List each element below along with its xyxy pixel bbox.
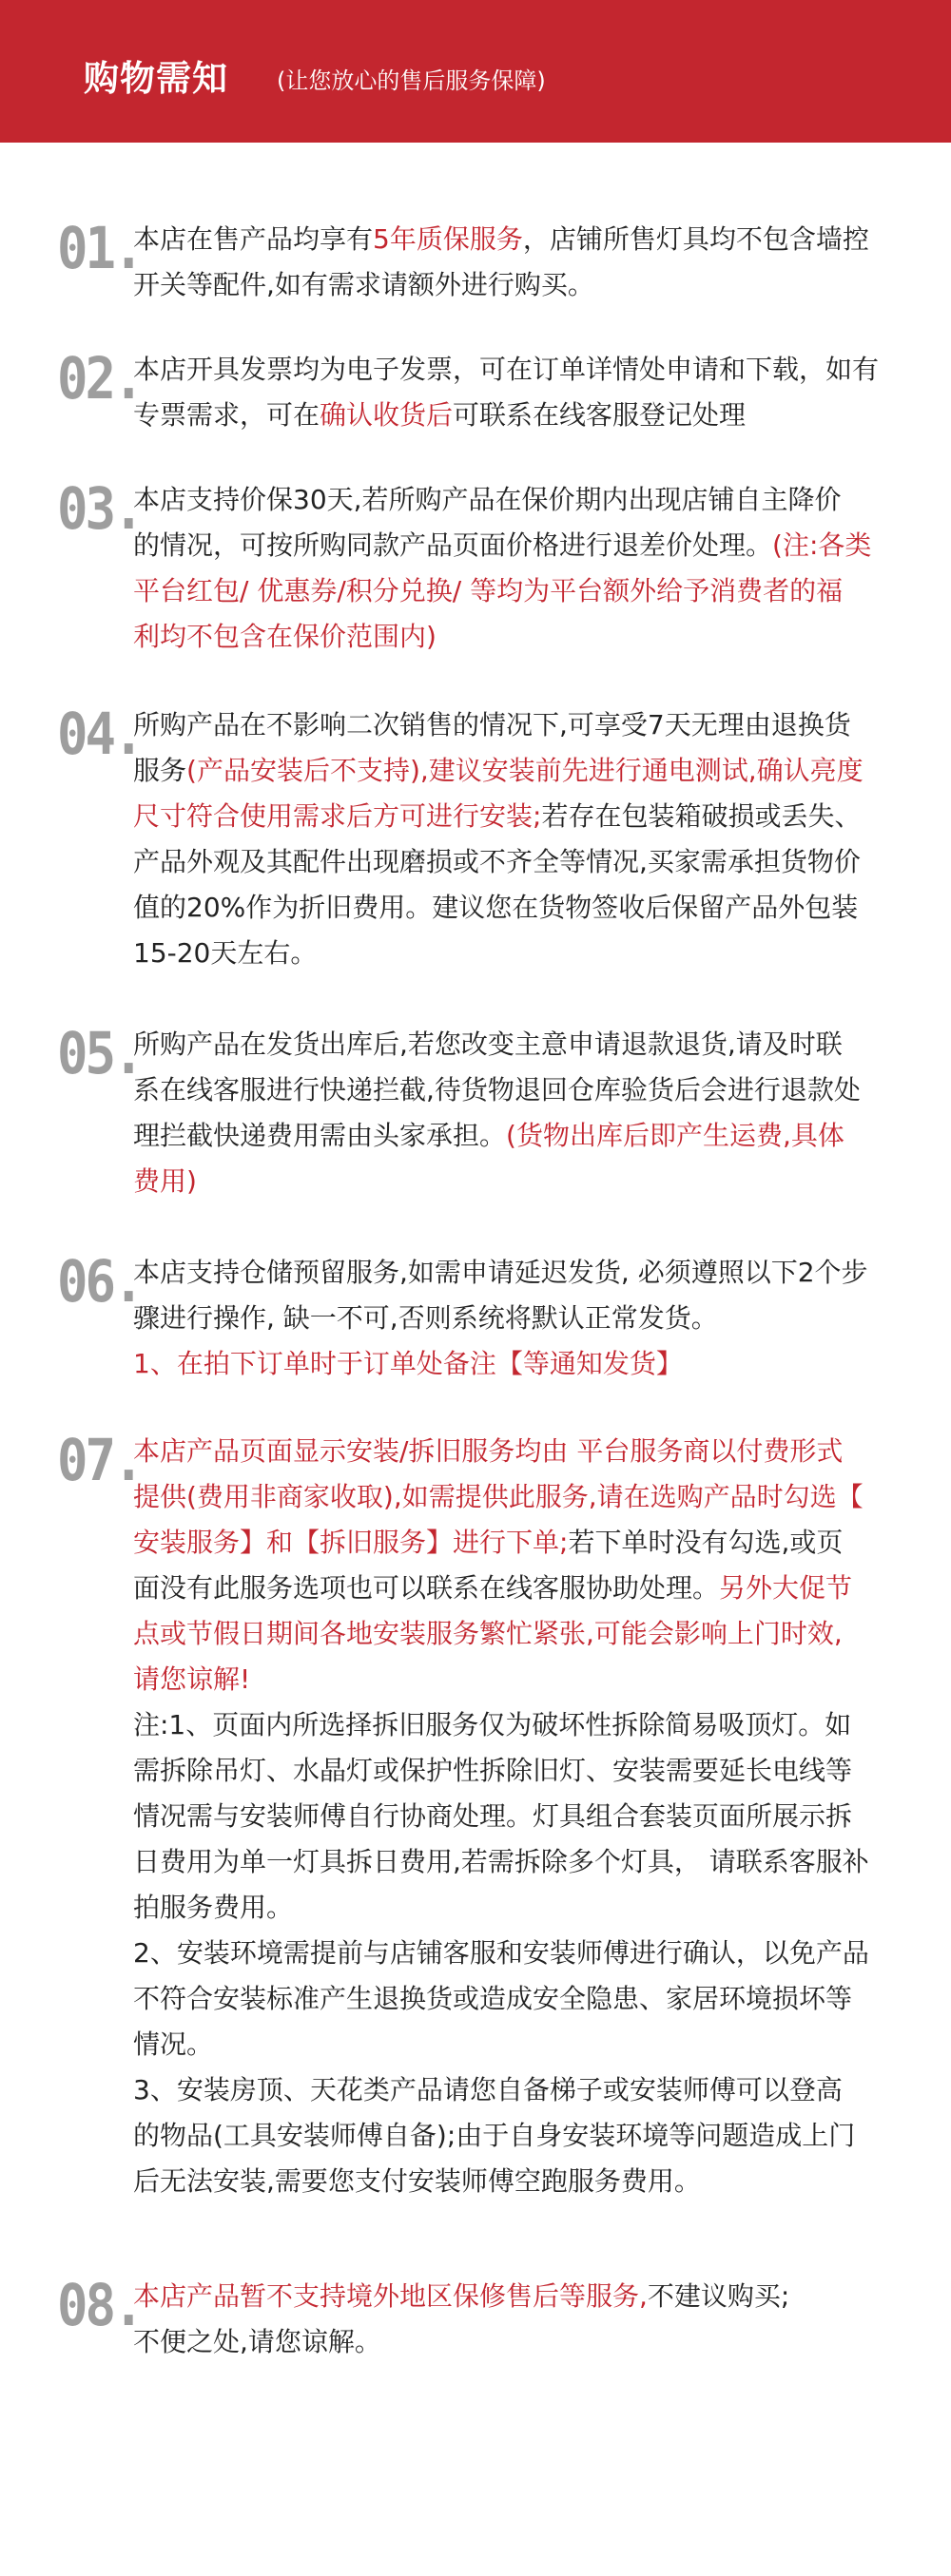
text-line: [133, 931, 913, 976]
body-text: 不便之处,请您谅解。: [133, 2326, 381, 2357]
body-text: 开关等配件,如有需求请额外进行购买。: [133, 269, 594, 300]
text-line: [133, 1566, 913, 1611]
text-line: [133, 217, 913, 262]
body-text: 情况需与安装师傅自行协商处理。灯具组合套装页面所展示拆: [133, 1800, 853, 1832]
header-banner: [0, 0, 951, 143]
body-text: 后无法安装,需要您支付安装师傅空跑服务费用。: [133, 2165, 701, 2197]
highlight-text: 另外大促节: [719, 1572, 853, 1604]
body-text: 可联系在线客服登记处理: [453, 399, 747, 431]
section-number: 06.: [57, 1247, 142, 1316]
text-line: [133, 1885, 913, 1931]
text-line: [133, 347, 913, 393]
text-line: [133, 1794, 913, 1839]
highlight-text: 本店产品暂不支持境外地区保修售后等服务,: [133, 2280, 648, 2312]
body-text: 所购产品在不影响二次销售的情况下,可享受7天无理由退换货: [133, 709, 851, 740]
text-line: [133, 1611, 913, 1657]
body-text: 本店在售产品均享有: [133, 223, 374, 255]
text-line: [133, 1702, 913, 1748]
body-text: 注:1、页面内所选择拆旧服务仅为破坏性拆除简易吸顶灯。如: [133, 1709, 852, 1740]
body-text: 值的20%作为折旧费用。建议您在货物签收后保留产品外包装: [133, 892, 859, 923]
text-line: [133, 393, 913, 438]
text-line: [133, 702, 913, 748]
body-text: 的情况，可按所购同款产品页面价格进行退差价处理。: [133, 529, 773, 561]
text-line: [133, 2319, 913, 2365]
text-line: [133, 614, 913, 660]
highlight-text: 点或节假日期间各地安装服务繁忙紧张,可能会影响上门时效,: [133, 1618, 843, 1649]
body-text: 不建议购买;: [647, 2280, 790, 2312]
highlight-text: 安装服务】和【拆旧服务】进行下单;: [133, 1527, 569, 1558]
text-line: [133, 2113, 913, 2159]
body-text: 2、安装环境需提前与店铺客服和安装师傅进行确认，以免产品: [133, 1937, 869, 1969]
highlight-text: (注:各类: [772, 529, 872, 561]
text-line: [133, 2274, 913, 2319]
body-text: 本店支持价保30天,若所购产品在保价期内出现店铺自主降价: [133, 484, 842, 515]
body-text: 产品外观及其配件出现磨损或不齐全等情况,买家需承担货物价: [133, 846, 861, 877]
body-text: 本店开具发票均为电子发票，可在订单详情处申请和下载，如有: [133, 354, 880, 385]
text-line: [133, 885, 913, 931]
body-text: 若存在包装箱破损或丢失、: [541, 800, 862, 832]
section-number: 05.: [57, 1019, 142, 1087]
highlight-text: 提供(费用非商家收取),如需提供此服务,请在选购产品时勾选【: [133, 1481, 864, 1512]
section-text: [133, 702, 913, 976]
body-text: 需拆除吊灯、水晶灯或保护性拆除旧灯、安装需要延长电线等: [133, 1755, 853, 1786]
highlight-text: 请您谅解!: [133, 1663, 251, 1695]
section-number: 08.: [57, 2271, 142, 2339]
body-text: 服务: [133, 755, 187, 786]
highlight-text: 尺寸符合使用需求后方可进行安装;: [133, 800, 542, 832]
text-line: [133, 1113, 913, 1159]
body-text: 骤进行操作, 缺一不可,否则系统将默认正常发货。: [133, 1302, 718, 1334]
text-line: [133, 1341, 913, 1387]
body-text: 日费用为单一灯具拆日费用,若需拆除多个灯具， 请联系客服补: [133, 1846, 869, 1877]
body-text: 3、安装房顶、天花类产品请您自备梯子或安装师傅可以登高: [133, 2074, 843, 2105]
text-line: [133, 748, 913, 794]
text-line: [133, 1748, 913, 1794]
highlight-text: (产品安装后不支持),建议安装前先进行通电测试,确认亮度: [186, 755, 864, 786]
section-text: [133, 1022, 913, 1204]
body-text: 面没有此服务选项也可以联系在线客服协助处理。: [133, 1572, 720, 1604]
text-line: [133, 477, 913, 523]
text-line: [133, 2022, 913, 2067]
highlight-text: 利均不包含在保价范围内): [133, 621, 437, 652]
section-text: [133, 1250, 913, 1387]
text-line: [133, 1250, 913, 1296]
body-text: ，店铺所售灯具均不包含墙控: [522, 223, 869, 255]
highlight-text: 本店产品页面显示安装/拆旧服务均由 平台服务商以付费形式: [133, 1435, 844, 1467]
text-line: [133, 1931, 913, 1976]
text-line: [133, 1296, 913, 1341]
highlight-text: 费用): [133, 1165, 197, 1197]
highlight-text: 5年质保服务: [373, 223, 523, 255]
text-line: [133, 1520, 913, 1566]
text-line: [133, 1657, 913, 1702]
body-text: 拍服务费用。: [133, 1892, 294, 1923]
text-line: [133, 568, 913, 614]
body-text: 15-20天左右。: [133, 937, 318, 969]
section-number: 02.: [57, 344, 142, 413]
text-line: [133, 1067, 913, 1113]
section-text: [133, 477, 913, 660]
text-line: [133, 1429, 913, 1474]
body-text: 本店支持仓储预留服务,如需申请延迟发货, 必须遵照以下2个步: [133, 1257, 868, 1288]
section-text: [133, 1429, 913, 2204]
text-line: [133, 1159, 913, 1204]
body-text: 情况。: [133, 2028, 214, 2060]
text-line: [133, 1474, 913, 1520]
body-text: 理拦截快递费用需由头家承担。: [133, 1120, 507, 1151]
body-text: 不符合安装标准产生退换货或造成安全隐患、家居环境损坏等: [133, 1983, 853, 2014]
text-line: [133, 1022, 913, 1067]
text-line: [133, 262, 913, 308]
body-text: 若下单时没有勾选,或页: [568, 1527, 844, 1558]
text-line: [133, 1839, 913, 1885]
highlight-text: 平台红包/ 优惠券/积分兑换/ 等均为平台额外给予消费者的福: [133, 575, 844, 606]
section-number: 07.: [57, 1426, 142, 1494]
text-line: [133, 794, 913, 839]
highlight-text: 1、在拍下订单时于订单处备注【等通知发货】: [133, 1348, 683, 1379]
section-text: [133, 347, 913, 438]
section-number: 03.: [57, 474, 142, 543]
body-text: 的物品(工具安装师傅自备);由于自身安装环境等问题造成上门: [133, 2120, 856, 2151]
text-line: [133, 839, 913, 885]
section-text: [133, 217, 913, 308]
body-text: 专票需求，可在: [133, 399, 320, 431]
text-line: [133, 1976, 913, 2022]
body-text: 所购产品在发货出库后,若您改变主意申请退款退货,请及时联: [133, 1028, 843, 1060]
highlight-text: 确认收货后: [320, 399, 454, 431]
body-text: 系在线客服进行快递拦截,待货物退回仓库验货后会进行退款处: [133, 1074, 861, 1105]
page-title: 购物需知: [84, 58, 228, 99]
section-number: 04.: [57, 700, 142, 768]
text-line: [133, 523, 913, 568]
section-text: [133, 2274, 913, 2365]
page-subtitle: (让您放心的售后服务保障): [277, 67, 546, 94]
section-number: 01.: [57, 214, 142, 282]
text-line: [133, 2067, 913, 2113]
text-line: [133, 2159, 913, 2204]
highlight-text: (货物出库后即产生运费,具体: [506, 1120, 844, 1151]
